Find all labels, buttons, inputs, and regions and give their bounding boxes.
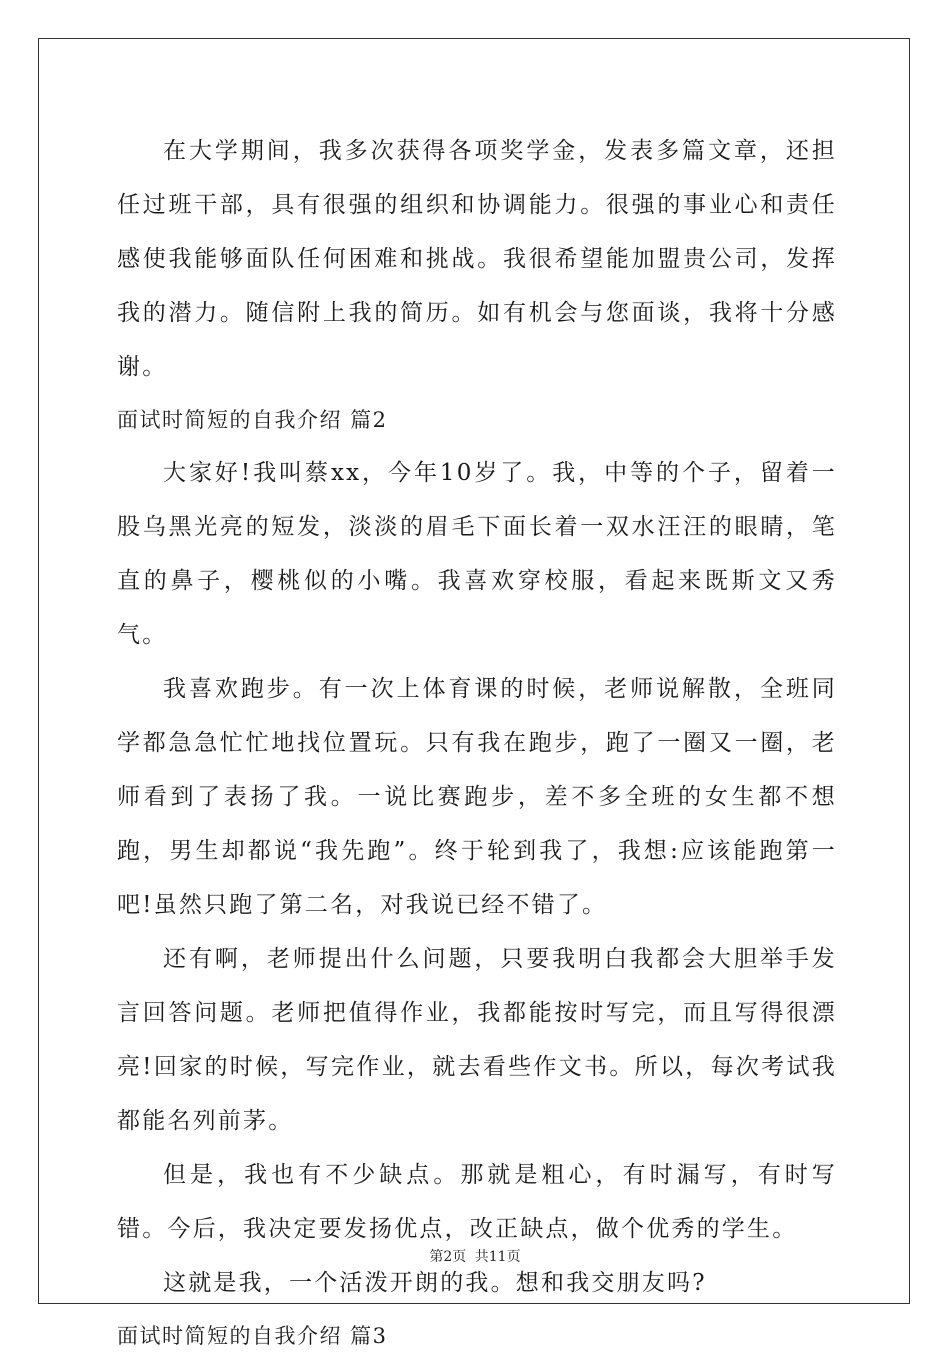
paragraph: 还有啊，老师提出什么问题，只要我明白我都会大胆举手发言回答问题。老师把值得作业，我都能按时写完，而且写得很漂亮!回家的时候，写完作业，就去看些作文书。所以，每次考试我都能名列前茅。 <box>117 946 837 1134</box>
paragraph: 在大学期间，我多次获得各项奖学金，发表多篇文章，还担任过班干部，具有很强的组织和协调能力。很强的事业心和责任感使我能够面队任何困难和挑战。我很希望能加盟贵公司，发挥我的潜力。随信附上我的简历。如有机会与您面谈，我将十分感谢。 <box>117 138 837 380</box>
page-number: 第2页 <box>429 1249 467 1265</box>
paragraph: 大家好!我叫蔡xx，今年10岁了。我，中等的个子，留着一股乌黑光亮的短发，淡淡的眉毛下面长着一双水汪汪的眼睛，笔直的鼻子，樱桃似的小嘴。我喜欢穿校服，看起来既斯文又秀气。 <box>117 460 837 648</box>
paragraph: 我喜欢跑步。有一次上体育课的时候，老师说解散，全班同学都急急忙忙地找位置玩。只有我在跑步，跑了一圈又一圈，老师看到了表扬了我。一说比赛跑步，差不多全班的女生都不想跑，男生却都说“我先跑”。终于轮到我了，我想:应该能跑第一吧!虽然只跑了第二名，对我说已经不错了。 <box>117 676 837 918</box>
paragraph: 但是，我也有不少缺点。那就是粗心，有时漏写，有时写错。今后，我决定要发扬优点，改正缺点，做个优秀的学生。 <box>117 1162 837 1242</box>
page-total: 共11页 <box>474 1249 521 1265</box>
page-footer <box>0 1246 950 1266</box>
document-body <box>117 124 837 1362</box>
section-heading: 面试时简短的自我介绍 篇3 <box>117 1324 388 1348</box>
section-heading: 面试时简短的自我介绍 篇2 <box>117 408 388 432</box>
paragraph: 这就是我，一个活泼开朗的我。想和我交朋友吗? <box>163 1270 707 1296</box>
